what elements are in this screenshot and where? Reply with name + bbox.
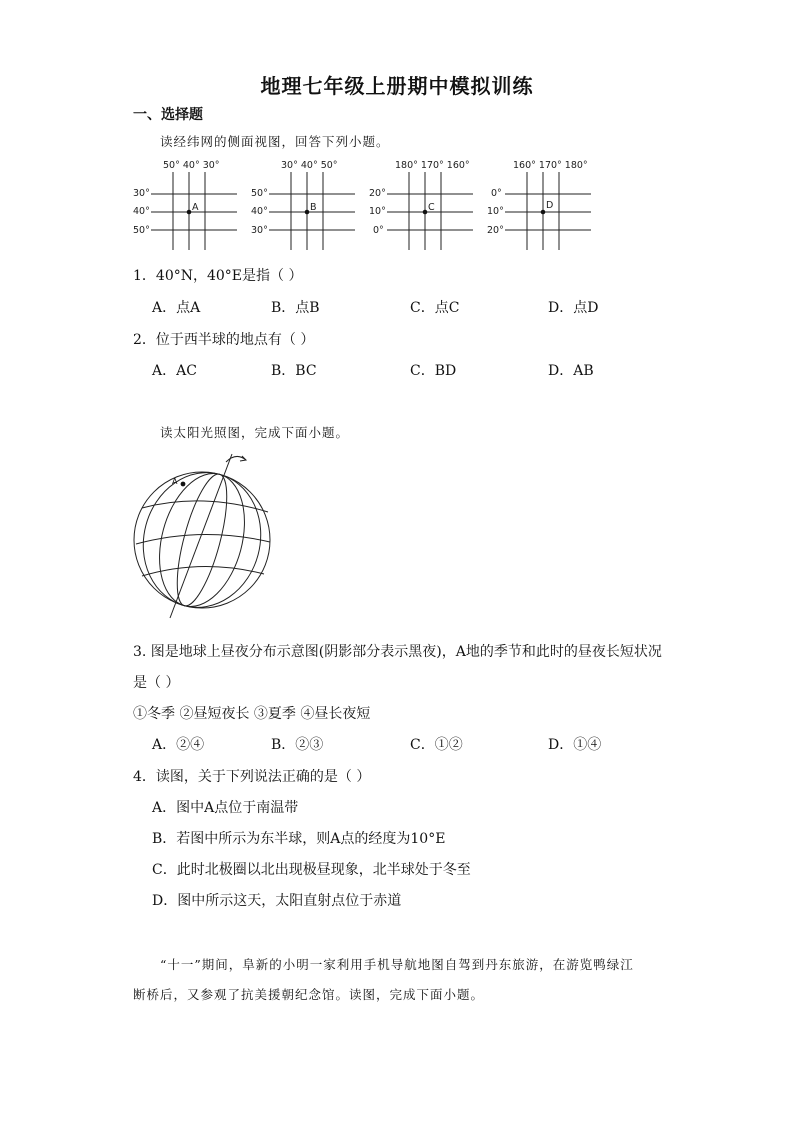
- point-label-b: B: [310, 202, 317, 213]
- point-label-a: A: [192, 202, 199, 213]
- grid-top-labels: 30° 40° 50°: [281, 160, 338, 171]
- grid-left-label: 50°: [251, 188, 268, 199]
- question-4-option-b: B．若图中所示为东半球，则A点的经度为10°E: [152, 831, 446, 847]
- grid-top-labels: 50° 40° 30°: [163, 160, 220, 171]
- question-2-option-b: B．BC: [271, 363, 317, 379]
- question-1-option-d: D．点D: [548, 300, 599, 316]
- grid-left-label: 40°: [133, 206, 150, 217]
- grid-left-label: 10°: [487, 206, 504, 217]
- question-3-choices: ①冬季 ②昼短夜长 ③夏季 ④昼长夜短: [133, 706, 371, 722]
- question-3-stem-line1: 3. 图是地球上昼夜分布示意图(阴影部分表示黑夜)，A地的季节和此时的昼夜长短状况: [133, 644, 662, 660]
- grid-point: [187, 210, 192, 215]
- grid-top-labels: 160° 170° 180°: [513, 160, 588, 171]
- question-1-stem: 1．40°N，40°E是指（ ）: [133, 268, 303, 284]
- point-label-d: D: [546, 200, 554, 211]
- grid-diagram-1: [133, 158, 248, 253]
- question-4-stem: 4．读图，关于下列说法正确的是（ ）: [133, 769, 371, 785]
- grid-left-label: 20°: [369, 188, 386, 199]
- globe-point-label: A: [172, 477, 178, 486]
- group3-intro-line1: “十一”期间，阜新的小明一家利用手机导航地图自驾到丹东旅游，在游览鸭绿江: [160, 957, 634, 972]
- section-heading: 一、选择题: [133, 107, 203, 123]
- point-a-marker: [181, 482, 186, 487]
- grid-top-labels: 180° 170° 160°: [395, 160, 470, 171]
- grid-lines: [505, 172, 595, 252]
- grid-diagram-3: [369, 158, 484, 253]
- question-2-option-d: D．AB: [548, 363, 594, 379]
- question-2-option-a: A．AC: [152, 363, 197, 379]
- grid-diagrams: [133, 158, 593, 253]
- grid-point: [541, 210, 546, 215]
- globe-illumination-diagram: [128, 450, 283, 620]
- question-3-option-a: A．②④: [152, 737, 205, 753]
- grid-left-label: 20°: [487, 225, 504, 236]
- question-3-option-b: B．②③: [271, 737, 324, 753]
- grid-diagram-4: [487, 158, 602, 253]
- grid-left-label: 0°: [373, 225, 384, 236]
- grid-left-label: 10°: [369, 206, 386, 217]
- question-4-option-d: D．图中所示这天，太阳直射点位于赤道: [152, 893, 402, 909]
- point-label-c: C: [428, 202, 435, 213]
- grid-left-label: 30°: [133, 188, 150, 199]
- question-2-stem: 2．位于西半球的地点有（ ）: [133, 332, 315, 348]
- group1-intro: 读经纬网的侧面视图，回答下列小题。: [160, 134, 390, 149]
- page-title: 地理七年级上册期中模拟训练: [260, 74, 534, 98]
- group2-intro: 读太阳光照图，完成下面小题。: [160, 425, 350, 440]
- question-4-option-c: C．此时北极圈以北出现极昼现象，北半球处于冬至: [152, 862, 471, 878]
- question-3-option-c: C．①②: [410, 737, 463, 753]
- question-1-option-a: A．点A: [152, 300, 201, 316]
- grid-left-label: 40°: [251, 206, 268, 217]
- grid-left-label: 0°: [491, 188, 502, 199]
- group3-intro-line2: 断桥后，又参观了抗美援朝纪念馆。读图，完成下面小题。: [133, 987, 485, 1002]
- grid-left-label: 50°: [133, 225, 150, 236]
- question-2-option-c: C．BD: [410, 363, 457, 379]
- question-1-option-c: C．点C: [410, 300, 460, 316]
- question-3-stem-line2: 是（ ）: [133, 675, 180, 691]
- grid-diagram-2: [251, 158, 366, 253]
- question-3-option-d: D．①④: [548, 737, 602, 753]
- grid-point: [305, 210, 310, 215]
- grid-left-label: 30°: [251, 225, 268, 236]
- question-4-option-a: A．图中A点位于南温带: [152, 800, 299, 816]
- question-1-option-b: B．点B: [271, 300, 320, 316]
- grid-point: [423, 210, 428, 215]
